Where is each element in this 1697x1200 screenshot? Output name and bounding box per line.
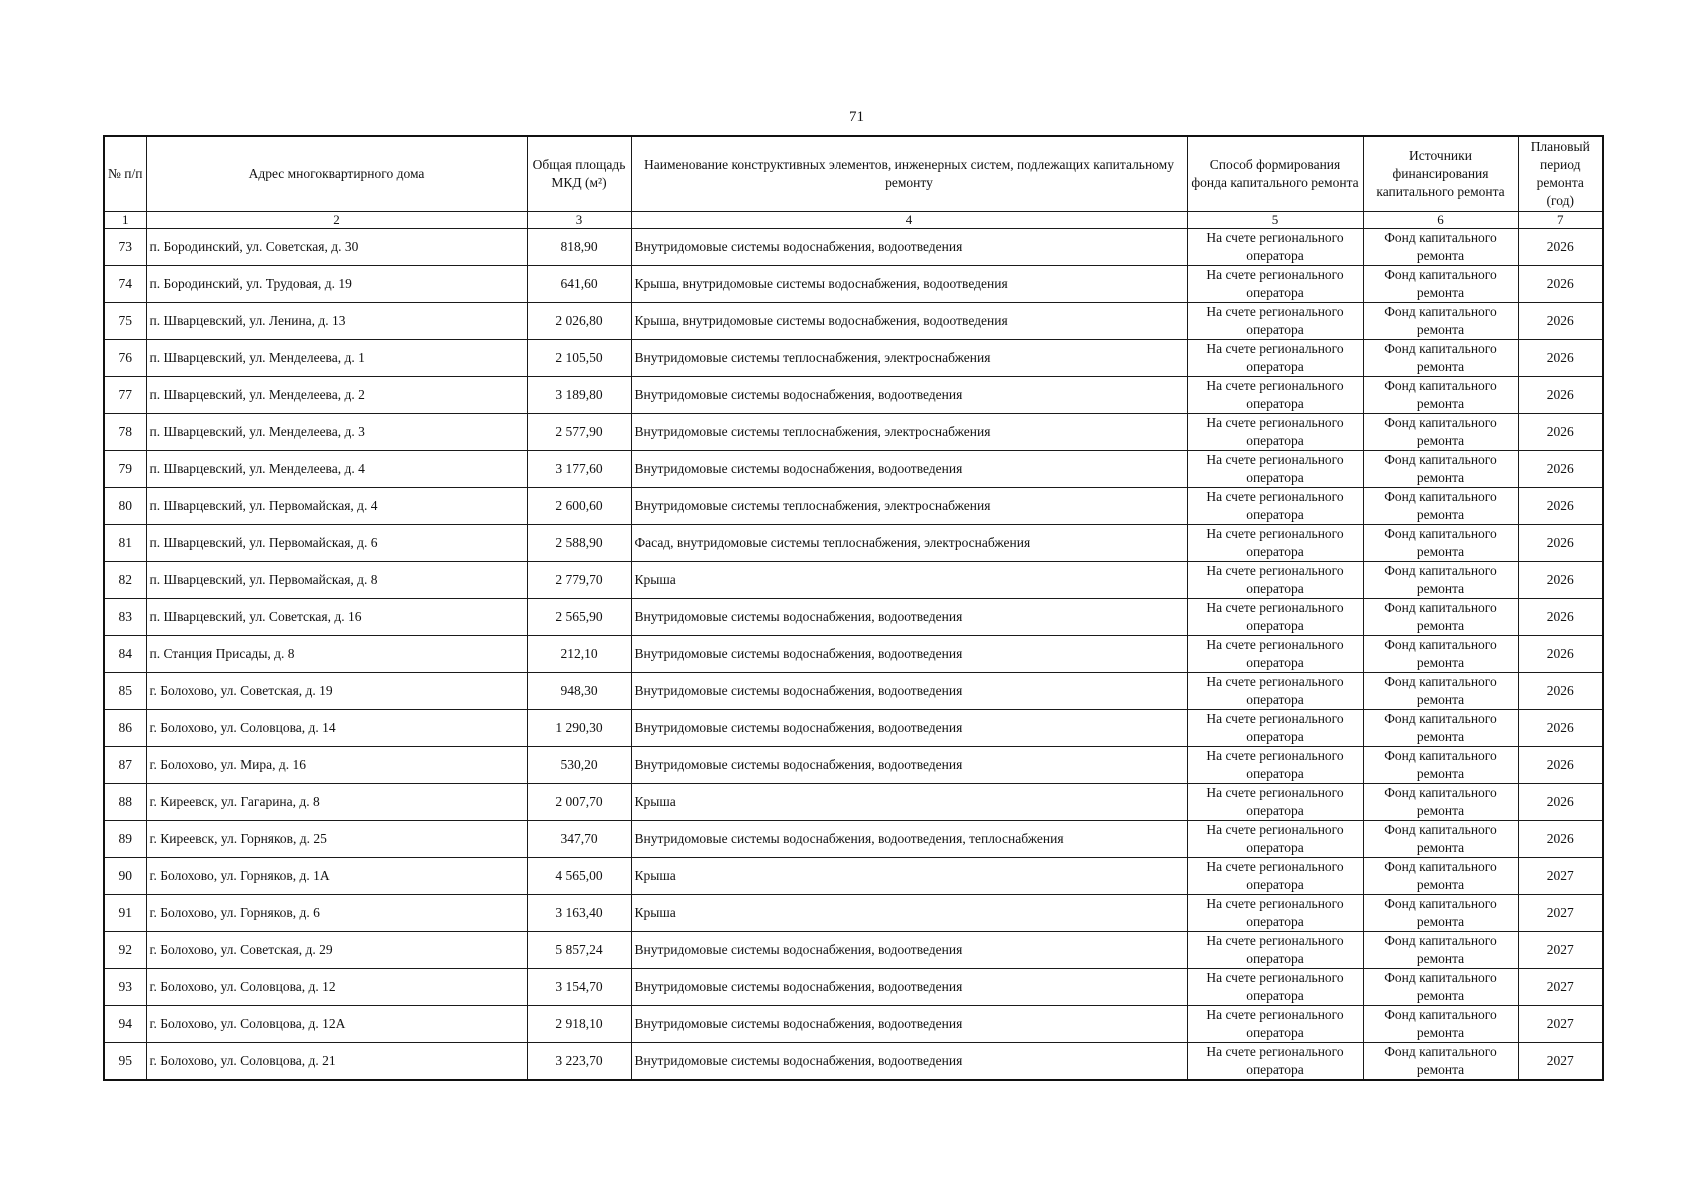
funding-method-cell: На счете регионального оператора: [1187, 266, 1363, 303]
elements-cell: Крыша, внутридомовые системы водоснабжения, водоотведения: [631, 303, 1187, 340]
funding-source-cell: Фонд капитального ремонта: [1363, 562, 1518, 599]
funding-method-cell: На счете регионального оператора: [1187, 784, 1363, 821]
funding-method-cell: На счете регионального оператора: [1187, 636, 1363, 673]
header-year: Плановый период ремонта (год): [1518, 136, 1603, 212]
area-cell: 2 026,80: [527, 303, 631, 340]
funding-method-cell: На счете регионального оператора: [1187, 340, 1363, 377]
repair-year-cell: 2026: [1518, 784, 1603, 821]
table-row: [104, 673, 1603, 710]
funding-method-cell: На счете регионального оператора: [1187, 229, 1363, 266]
funding-source-cell: Фонд капитального ремонта: [1363, 414, 1518, 451]
row-number-cell: 93: [104, 969, 146, 1006]
table-row: [104, 525, 1603, 562]
elements-cell: Внутридомовые системы теплоснабжения, электроснабжения: [631, 414, 1187, 451]
capital-repair-table: [103, 135, 1604, 1081]
funding-method-cell: На счете регионального оператора: [1187, 562, 1363, 599]
repair-year-cell: 2027: [1518, 895, 1603, 932]
table-row: [104, 858, 1603, 895]
funding-source-cell: Фонд капитального ремонта: [1363, 784, 1518, 821]
funding-source-cell: Фонд капитального ремонта: [1363, 303, 1518, 340]
funding-method-cell: На счете регионального оператора: [1187, 895, 1363, 932]
repair-year-cell: 2027: [1518, 1043, 1603, 1081]
row-number-cell: 87: [104, 747, 146, 784]
row-number-cell: 75: [104, 303, 146, 340]
column-number: 3: [527, 212, 631, 229]
column-number: 2: [146, 212, 527, 229]
row-number-cell: 78: [104, 414, 146, 451]
area-cell: 3 154,70: [527, 969, 631, 1006]
row-number-cell: 91: [104, 895, 146, 932]
elements-cell: Внутридомовые системы водоснабжения, водоотведения: [631, 451, 1187, 488]
column-number: 5: [1187, 212, 1363, 229]
table-row: [104, 710, 1603, 747]
address-cell: п. Шварцевский, ул. Менделеева, д. 2: [146, 377, 527, 414]
address-cell: п. Шварцевский, ул. Менделеева, д. 3: [146, 414, 527, 451]
funding-method-cell: На счете регионального оператора: [1187, 377, 1363, 414]
row-number-cell: 77: [104, 377, 146, 414]
elements-cell: Внутридомовые системы водоснабжения, водоотведения: [631, 747, 1187, 784]
elements-cell: Внутридомовые системы водоснабжения, водоотведения: [631, 1043, 1187, 1081]
repair-year-cell: 2026: [1518, 303, 1603, 340]
table-body: [104, 229, 1603, 1081]
elements-cell: Внутридомовые системы водоснабжения, водоотведения: [631, 229, 1187, 266]
area-cell: 530,20: [527, 747, 631, 784]
funding-method-cell: На счете регионального оператора: [1187, 932, 1363, 969]
row-number-cell: 81: [104, 525, 146, 562]
address-cell: п. Шварцевский, ул. Менделеева, д. 4: [146, 451, 527, 488]
repair-year-cell: 2026: [1518, 451, 1603, 488]
funding-method-cell: На счете регионального оператора: [1187, 488, 1363, 525]
funding-source-cell: Фонд капитального ремонта: [1363, 266, 1518, 303]
funding-method-cell: На счете регионального оператора: [1187, 747, 1363, 784]
header-source: Источники финансирования капитального ремонта: [1363, 136, 1518, 212]
row-number-cell: 88: [104, 784, 146, 821]
elements-cell: Фасад, внутридомовые системы теплоснабжения, электроснабжения: [631, 525, 1187, 562]
address-cell: г. Киреевск, ул. Гагарина, д. 8: [146, 784, 527, 821]
table-row: [104, 932, 1603, 969]
row-number-cell: 83: [104, 599, 146, 636]
address-cell: г. Болохово, ул. Соловцова, д. 14: [146, 710, 527, 747]
repair-year-cell: 2027: [1518, 858, 1603, 895]
repair-year-cell: 2026: [1518, 747, 1603, 784]
elements-cell: Внутридомовые системы водоснабжения, водоотведения: [631, 599, 1187, 636]
row-number-cell: 74: [104, 266, 146, 303]
area-cell: 3 189,80: [527, 377, 631, 414]
funding-method-cell: На счете регионального оператора: [1187, 451, 1363, 488]
repair-year-cell: 2026: [1518, 673, 1603, 710]
table-row: [104, 414, 1603, 451]
funding-source-cell: Фонд капитального ремонта: [1363, 858, 1518, 895]
column-number: 1: [104, 212, 146, 229]
funding-source-cell: Фонд капитального ремонта: [1363, 229, 1518, 266]
table-row: [104, 1006, 1603, 1043]
funding-method-cell: На счете регионального оператора: [1187, 1043, 1363, 1081]
funding-source-cell: Фонд капитального ремонта: [1363, 488, 1518, 525]
address-cell: п. Шварцевский, ул. Первомайская, д. 4: [146, 488, 527, 525]
header-elements: Наименование конструктивных элементов, инженерных систем, подлежащих капитальному ремонту: [631, 136, 1187, 212]
column-number: 6: [1363, 212, 1518, 229]
address-cell: г. Болохово, ул. Соловцова, д. 12: [146, 969, 527, 1006]
area-cell: 2 918,10: [527, 1006, 631, 1043]
repair-year-cell: 2026: [1518, 710, 1603, 747]
elements-cell: Внутридомовые системы теплоснабжения, электроснабжения: [631, 340, 1187, 377]
row-number-cell: 90: [104, 858, 146, 895]
table-row: [104, 488, 1603, 525]
row-number-cell: 94: [104, 1006, 146, 1043]
row-number-cell: 73: [104, 229, 146, 266]
column-number: 4: [631, 212, 1187, 229]
area-cell: 3 177,60: [527, 451, 631, 488]
area-cell: 948,30: [527, 673, 631, 710]
area-cell: 5 857,24: [527, 932, 631, 969]
repair-year-cell: 2026: [1518, 599, 1603, 636]
table-row: [104, 562, 1603, 599]
address-cell: г. Болохово, ул. Мира, д. 16: [146, 747, 527, 784]
table-row: [104, 747, 1603, 784]
header-address: Адрес многоквартирного дома: [146, 136, 527, 212]
funding-method-cell: На счете регионального оператора: [1187, 525, 1363, 562]
elements-cell: Крыша: [631, 562, 1187, 599]
funding-source-cell: Фонд капитального ремонта: [1363, 451, 1518, 488]
address-cell: п. Шварцевский, ул. Ленина, д. 13: [146, 303, 527, 340]
address-cell: п. Шварцевский, ул. Первомайская, д. 8: [146, 562, 527, 599]
table-row: [104, 784, 1603, 821]
funding-source-cell: Фонд капитального ремонта: [1363, 1043, 1518, 1081]
funding-source-cell: Фонд капитального ремонта: [1363, 1006, 1518, 1043]
column-number-row: [104, 212, 1603, 229]
funding-source-cell: Фонд капитального ремонта: [1363, 340, 1518, 377]
repair-year-cell: 2026: [1518, 525, 1603, 562]
elements-cell: Крыша: [631, 784, 1187, 821]
area-cell: 641,60: [527, 266, 631, 303]
repair-year-cell: 2026: [1518, 340, 1603, 377]
page-number: 71: [849, 109, 864, 125]
funding-source-cell: Фонд капитального ремонта: [1363, 599, 1518, 636]
elements-cell: Внутридомовые системы водоснабжения, водоотведения: [631, 377, 1187, 414]
elements-cell: Внутридомовые системы водоснабжения, водоотведения: [631, 932, 1187, 969]
row-number-cell: 86: [104, 710, 146, 747]
repair-year-cell: 2026: [1518, 266, 1603, 303]
address-cell: г. Болохово, ул. Горняков, д. 6: [146, 895, 527, 932]
table-row: [104, 340, 1603, 377]
area-cell: 347,70: [527, 821, 631, 858]
table-row: [104, 451, 1603, 488]
area-cell: 818,90: [527, 229, 631, 266]
header-row: [104, 136, 1603, 212]
row-number-cell: 89: [104, 821, 146, 858]
repair-year-cell: 2026: [1518, 636, 1603, 673]
area-cell: 2 588,90: [527, 525, 631, 562]
repair-year-cell: 2026: [1518, 562, 1603, 599]
address-cell: п. Бородинский, ул. Советская, д. 30: [146, 229, 527, 266]
address-cell: г. Болохово, ул. Соловцова, д. 21: [146, 1043, 527, 1081]
funding-source-cell: Фонд капитального ремонта: [1363, 636, 1518, 673]
row-number-cell: 92: [104, 932, 146, 969]
row-number-cell: 80: [104, 488, 146, 525]
funding-method-cell: На счете регионального оператора: [1187, 303, 1363, 340]
elements-cell: Внутридомовые системы водоснабжения, водоотведения: [631, 710, 1187, 747]
row-number-cell: 84: [104, 636, 146, 673]
elements-cell: Внутридомовые системы теплоснабжения, электроснабжения: [631, 488, 1187, 525]
address-cell: г. Болохово, ул. Советская, д. 19: [146, 673, 527, 710]
area-cell: 2 600,60: [527, 488, 631, 525]
address-cell: п. Бородинский, ул. Трудовая, д. 19: [146, 266, 527, 303]
elements-cell: Внутридомовые системы водоснабжения, водоотведения: [631, 1006, 1187, 1043]
repair-year-cell: 2026: [1518, 414, 1603, 451]
funding-method-cell: На счете регионального оператора: [1187, 821, 1363, 858]
area-cell: 212,10: [527, 636, 631, 673]
funding-source-cell: Фонд капитального ремонта: [1363, 377, 1518, 414]
funding-method-cell: На счете регионального оператора: [1187, 414, 1363, 451]
funding-method-cell: На счете регионального оператора: [1187, 710, 1363, 747]
table-row: [104, 599, 1603, 636]
area-cell: 1 290,30: [527, 710, 631, 747]
area-cell: 2 007,70: [527, 784, 631, 821]
address-cell: г. Болохово, ул. Советская, д. 29: [146, 932, 527, 969]
row-number-cell: 79: [104, 451, 146, 488]
elements-cell: Крыша, внутридомовые системы водоснабжения, водоотведения: [631, 266, 1187, 303]
row-number-cell: 85: [104, 673, 146, 710]
area-cell: 2 565,90: [527, 599, 631, 636]
address-cell: п. Станция Присады, д. 8: [146, 636, 527, 673]
header-area: Общая площадь МКД (м²): [527, 136, 631, 212]
address-cell: п. Шварцевский, ул. Менделеева, д. 1: [146, 340, 527, 377]
elements-cell: Внутридомовые системы водоснабжения, водоотведения: [631, 969, 1187, 1006]
row-number-cell: 95: [104, 1043, 146, 1081]
repair-year-cell: 2027: [1518, 1006, 1603, 1043]
repair-year-cell: 2026: [1518, 488, 1603, 525]
elements-cell: Крыша: [631, 858, 1187, 895]
row-number-cell: 82: [104, 562, 146, 599]
row-number-cell: 76: [104, 340, 146, 377]
area-cell: 2 577,90: [527, 414, 631, 451]
funding-source-cell: Фонд капитального ремонта: [1363, 525, 1518, 562]
header-number: № п/п: [104, 136, 146, 212]
funding-method-cell: На счете регионального оператора: [1187, 673, 1363, 710]
funding-source-cell: Фонд капитального ремонта: [1363, 747, 1518, 784]
table-row: [104, 303, 1603, 340]
address-cell: п. Шварцевский, ул. Первомайская, д. 6: [146, 525, 527, 562]
address-cell: г. Болохово, ул. Соловцова, д. 12А: [146, 1006, 527, 1043]
table-row: [104, 229, 1603, 266]
elements-cell: Внутридомовые системы водоснабжения, водоотведения: [631, 636, 1187, 673]
table-row: [104, 969, 1603, 1006]
funding-source-cell: Фонд капитального ремонта: [1363, 673, 1518, 710]
funding-source-cell: Фонд капитального ремонта: [1363, 969, 1518, 1006]
table-row: [104, 821, 1603, 858]
repair-year-cell: 2026: [1518, 821, 1603, 858]
repair-year-cell: 2026: [1518, 377, 1603, 414]
repair-year-cell: 2026: [1518, 229, 1603, 266]
elements-cell: Внутридомовые системы водоснабжения, водоотведения: [631, 673, 1187, 710]
repair-year-cell: 2027: [1518, 932, 1603, 969]
funding-method-cell: На счете регионального оператора: [1187, 969, 1363, 1006]
funding-method-cell: На счете регионального оператора: [1187, 599, 1363, 636]
funding-source-cell: Фонд капитального ремонта: [1363, 821, 1518, 858]
elements-cell: Внутридомовые системы водоснабжения, водоотведения, теплоснабжения: [631, 821, 1187, 858]
elements-cell: Крыша: [631, 895, 1187, 932]
address-cell: г. Болохово, ул. Горняков, д. 1А: [146, 858, 527, 895]
area-cell: 4 565,00: [527, 858, 631, 895]
table-row: [104, 377, 1603, 414]
funding-source-cell: Фонд капитального ремонта: [1363, 895, 1518, 932]
area-cell: 2 105,50: [527, 340, 631, 377]
address-cell: п. Шварцевский, ул. Советская, д. 16: [146, 599, 527, 636]
column-number: 7: [1518, 212, 1603, 229]
funding-source-cell: Фонд капитального ремонта: [1363, 932, 1518, 969]
table-row: [104, 636, 1603, 673]
funding-source-cell: Фонд капитального ремонта: [1363, 710, 1518, 747]
area-cell: 3 163,40: [527, 895, 631, 932]
area-cell: 2 779,70: [527, 562, 631, 599]
funding-method-cell: На счете регионального оператора: [1187, 1006, 1363, 1043]
funding-method-cell: На счете регионального оператора: [1187, 858, 1363, 895]
address-cell: г. Киреевск, ул. Горняков, д. 25: [146, 821, 527, 858]
table-row: [104, 895, 1603, 932]
header-method: Способ формирования фонда капитального ремонта: [1187, 136, 1363, 212]
area-cell: 3 223,70: [527, 1043, 631, 1081]
table-row: [104, 1043, 1603, 1081]
table-row: [104, 266, 1603, 303]
repair-year-cell: 2027: [1518, 969, 1603, 1006]
